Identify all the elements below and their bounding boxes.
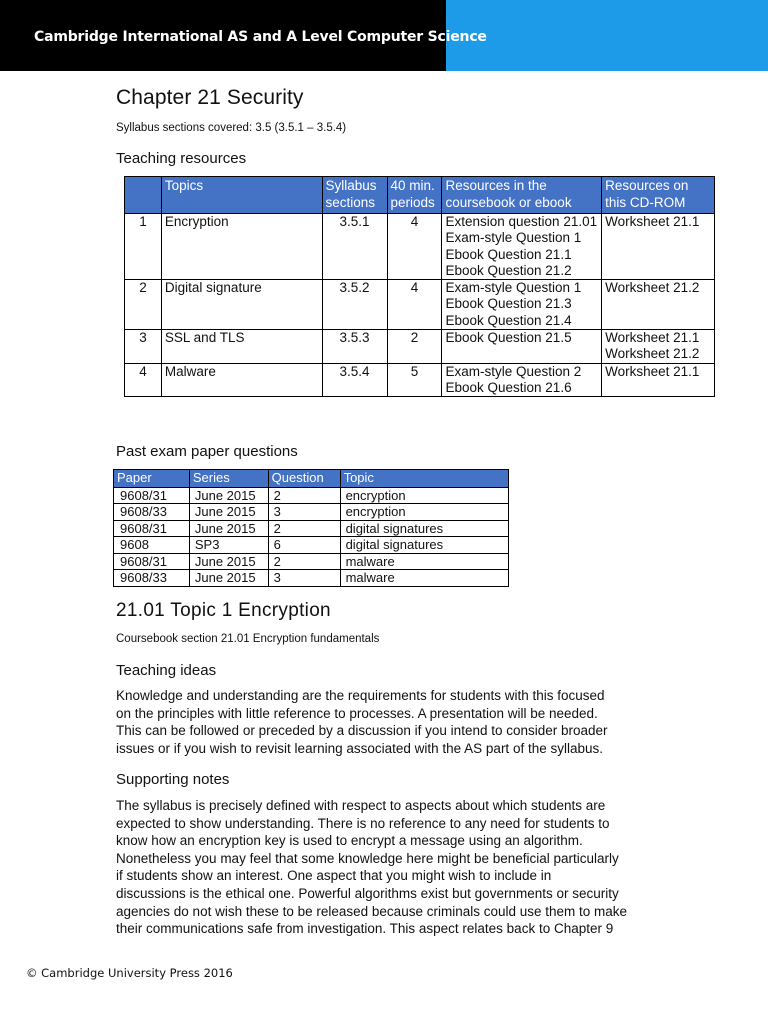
table-row xyxy=(125,330,715,364)
resource-line: Worksheet 21.2 xyxy=(605,346,700,362)
series-cell: SP3 xyxy=(189,537,268,554)
topic-cell: encryption xyxy=(340,504,508,521)
paper-cell: 9608/31 xyxy=(114,520,190,537)
chapter-title: Chapter 21 Security xyxy=(116,86,304,109)
topic-cell: malware xyxy=(340,570,508,587)
resource-line: Ebook Question 21.2 xyxy=(445,262,572,278)
question-cell: 3 xyxy=(268,504,340,521)
periods-cell: 4 xyxy=(387,280,442,330)
topic-cell: digital signatures xyxy=(340,520,508,537)
table-row xyxy=(114,570,509,587)
periods-cell: 2 xyxy=(387,330,442,364)
question-cell: 2 xyxy=(268,487,340,504)
column-header: Resources in the coursebook or ebook xyxy=(442,177,602,214)
resource-line: Extension question 21.01 xyxy=(445,214,598,229)
column-header: Resources on this CD-ROM xyxy=(602,177,715,214)
topic-cell: Malware xyxy=(161,363,322,397)
resource-line: Exam-style Question 2 xyxy=(445,363,582,379)
text-line: their communications safe from investigation. This aspect relates back to Chapter 9 xyxy=(116,921,614,937)
copyright-footer: © Cambridge University Press 2016 xyxy=(26,966,233,980)
cdrom-resources-cell xyxy=(602,214,715,280)
supporting-notes-heading: Supporting notes xyxy=(116,771,230,788)
column-header: Topic xyxy=(340,470,508,488)
question-cell: 2 xyxy=(268,553,340,570)
teaching-ideas-heading: Teaching ideas xyxy=(116,662,217,679)
question-cell: 3 xyxy=(268,570,340,587)
text-line: The syllabus is precisely defined with respect to aspects about which students are xyxy=(116,798,606,813)
series-cell: June 2015 xyxy=(189,570,268,587)
table-header-row xyxy=(114,470,509,488)
table-row xyxy=(114,504,509,521)
section-cell: 3.5.4 xyxy=(322,363,387,397)
series-cell: June 2015 xyxy=(189,553,268,570)
topic-cell: Encryption xyxy=(161,214,322,280)
resource-line: Ebook Question 21.4 xyxy=(445,312,572,328)
section-cell: 3.5.3 xyxy=(322,330,387,364)
text-line: expected to show understanding. There is no reference to any need for students to xyxy=(116,815,610,831)
row-number-cell: 3 xyxy=(125,330,162,364)
series-cell: June 2015 xyxy=(189,487,268,504)
column-header: Series xyxy=(189,470,268,488)
text-line: discussions is the ethical one. Powerful algorithms exist but governments or security xyxy=(116,885,619,901)
teaching-resources-heading: Teaching resources xyxy=(116,150,247,167)
header-accent xyxy=(446,0,768,71)
section-cell: 3.5.2 xyxy=(322,280,387,330)
table-row xyxy=(114,520,509,537)
row-number-cell: 1 xyxy=(125,214,162,280)
question-cell: 6 xyxy=(268,537,340,554)
column-header: Syllabus sections xyxy=(322,177,387,214)
column-header: Topics xyxy=(161,177,322,214)
question-cell: 2 xyxy=(268,520,340,537)
topic-cell: Digital signature xyxy=(161,280,322,330)
coursebook-resources-cell xyxy=(442,214,602,280)
coursebook-resources-cell xyxy=(442,330,602,364)
periods-cell: 5 xyxy=(387,363,442,397)
coursebook-resources-cell xyxy=(442,280,602,330)
cdrom-resources-cell xyxy=(602,363,715,397)
column-header xyxy=(125,177,162,214)
periods-cell: 4 xyxy=(387,214,442,280)
series-cell: June 2015 xyxy=(189,520,268,537)
resource-line: Ebook Question 21.5 xyxy=(445,330,572,346)
topic-cell: SSL and TLS xyxy=(161,330,322,364)
series-cell: June 2015 xyxy=(189,504,268,521)
text-line: Nonetheless you may feel that some knowledge here might be beneficial particularly xyxy=(116,850,619,866)
table-row xyxy=(114,537,509,554)
text-line: know how an encryption key is used to encrypt a message using an algorithm. xyxy=(116,833,583,849)
topic-cell: digital signatures xyxy=(340,537,508,554)
table-row xyxy=(114,487,509,504)
row-number-cell: 2 xyxy=(125,280,162,330)
text-line: issues or if you wish to revisit learning associated with the AS part of the syllabus. xyxy=(116,740,603,756)
coursebook-line: Coursebook section 21.01 Encryption fundamentals xyxy=(116,633,380,645)
resource-line: Ebook Question 21.1 xyxy=(445,246,572,262)
text-line: Knowledge and understanding are the requirements for students with this focused xyxy=(116,688,605,703)
supporting-notes-text xyxy=(116,797,656,938)
column-header: Paper xyxy=(114,470,190,488)
teaching-ideas-text xyxy=(116,687,656,757)
table-row xyxy=(125,363,715,397)
column-header: Question xyxy=(268,470,340,488)
text-line: if students show an interest. One aspect that you might wish to include in xyxy=(116,868,552,884)
table-row xyxy=(125,214,715,280)
teaching-resources-table xyxy=(124,176,715,397)
resource-line: Exam-style Question 1 xyxy=(445,230,582,246)
resource-line: Exam-style Question 1 xyxy=(445,280,582,296)
coursebook-resources-cell xyxy=(442,363,602,397)
paper-cell: 9608/33 xyxy=(114,504,190,521)
resource-line: Worksheet 21.2 xyxy=(605,280,700,296)
row-number-cell: 4 xyxy=(125,363,162,397)
paper-cell: 9608/31 xyxy=(114,553,190,570)
topic-title: 21.01 Topic 1 Encryption xyxy=(116,600,331,621)
paper-cell: 9608 xyxy=(114,537,190,554)
resource-line: Worksheet 21.1 xyxy=(605,330,700,346)
text-line: on the principles with little reference to processes. A presentation will be needed. xyxy=(116,705,598,721)
topic-cell: malware xyxy=(340,553,508,570)
paper-cell: 9608/31 xyxy=(114,487,190,504)
table-row xyxy=(125,280,715,330)
syllabus-line: Syllabus sections covered: 3.5 (3.5.1 – 3.5.4) xyxy=(116,122,347,134)
text-line: agencies do not wish these to be released because criminals could use them to make xyxy=(116,903,628,919)
resource-line: Ebook Question 21.6 xyxy=(445,379,572,395)
topic-cell: encryption xyxy=(340,487,508,504)
past-exam-table xyxy=(113,469,509,587)
cdrom-resources-cell xyxy=(602,330,715,364)
column-header: 40 min. periods xyxy=(387,177,442,214)
text-line: This can be followed or preceded by a discussion if you intend to consider broader xyxy=(116,723,608,739)
section-cell: 3.5.1 xyxy=(322,214,387,280)
table-header-row xyxy=(125,177,715,214)
resource-line: Worksheet 21.1 xyxy=(605,363,700,379)
past-exam-heading: Past exam paper questions xyxy=(116,443,298,460)
cdrom-resources-cell xyxy=(602,280,715,330)
resource-line: Ebook Question 21.3 xyxy=(445,296,572,312)
table-row xyxy=(114,553,509,570)
header-title: Cambridge International AS and A Level Computer Science xyxy=(34,29,487,45)
resource-line: Worksheet 21.1 xyxy=(605,214,700,229)
paper-cell: 9608/33 xyxy=(114,570,190,587)
